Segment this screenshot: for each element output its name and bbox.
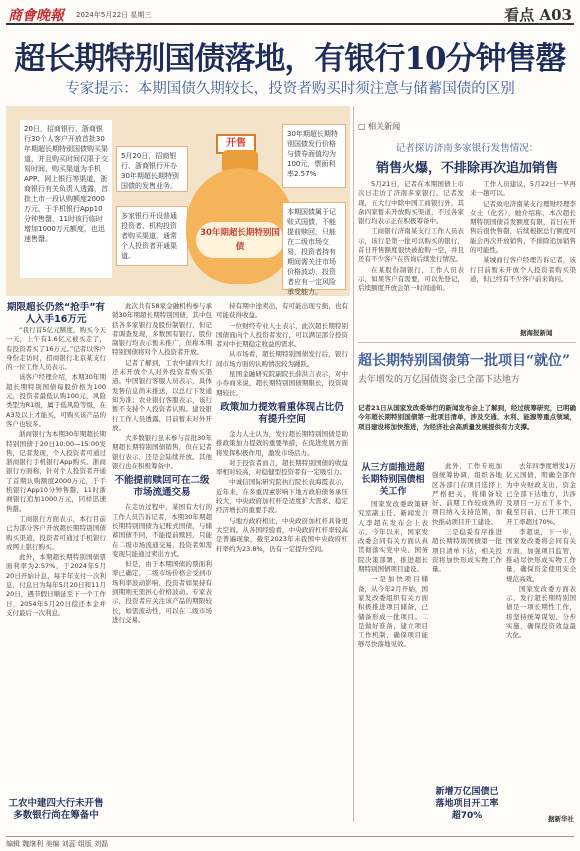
money-bag-illustration	[186, 134, 294, 284]
left-para: 该客户经理介绍，本期30年期超长期特别国债每股价格为100元，投资者最低认购100元，风险类型为R1级，属于低风险等级，在A3及以上才能买，可购买该产品的客户也较多。	[6, 373, 106, 428]
related-para: 某城商行客户经理告诉记者，该行目前暂未开放个人投资者购买渠道，但已经有不少客户前来询问。	[470, 256, 576, 283]
mid-heading: 不能提前赎回可在二级市场流通交易	[114, 475, 210, 499]
infographic-box-right2: 本期国债属于记账式国债，不能提前赎回，只能在二级市场交易，投资者持有期间需关注市场价格波动，投资者应有一定风险承受能力。	[282, 202, 346, 290]
mid2-para: 对于投资者而言，超长期特别国债的收益率相对较高，对稳健型投资者有一定吸引力。	[216, 458, 348, 477]
related-para: 5月21日，记者在本期国债上市次日走访了济南多家银行。记者发现，五大行中除中国工商银行外，其余四家暂未开放购买渠道，不过各家银行均表示正在积极筹备中。	[358, 180, 464, 226]
mid2-para: 持有期中途卖出，有可能出现亏损，也有可能获得收益。	[216, 302, 348, 320]
section2-credit: 据新华社	[548, 815, 574, 823]
section2-col1-heading: 从三方面推进超长期特别国债相关工作	[361, 463, 425, 497]
related-para: 工商银行济南某支行工作人员表示，该行是第一批可以购买的银行，首日开售额度很快被抢购一空，并且还有不少客户在咨询后续发行情况。	[358, 227, 464, 264]
mid-para: 大多数银行虽未参与首批30年期超长期特别国债销售，但在记者银行表示，还是会陆续开放。其他银行也在积极筹备中。	[112, 434, 212, 471]
infographic	[6, 106, 350, 296]
related-para: 记者致电济南某支行理财经理李女士（化名），她介绍称，本次超长期特别国债首发额度有限，首日在开售后很快售罄，后续根据总行额度可能会再次开放销售，不排除追加销售的可能性。	[470, 199, 576, 255]
section-label: 看点 A03	[504, 6, 572, 24]
section-rule	[358, 342, 576, 343]
mid2-para: 中诚信国际研究院执行院长袁海霞表示，近年来，在多重因素影响下地方政府债务承压较大，中央政府加杠杆是适度扩大需求、稳定经济增长的重要手段。	[216, 478, 348, 515]
main-subhead: 专家提示：本期国债久期较长，投资者购买时须注意与储蓄国债的区别	[65, 81, 515, 97]
section2-col2-heading: 新增万亿国债已落地项目开工率超70%	[435, 787, 499, 821]
section2-para: 三是稳妥有序推进超长期特别国债第一批项目清单下达，相关投资将加快形成实物工作量。	[432, 528, 502, 574]
mid-para: 记者了解到，工农中建四大行还未开放个人对外投资者购买渠道。中国银行客服人员表示，具体发售信息尚未推送，以总行下发通知为准；农业银行客服表示，该行暂不支持个人投资者认购。建设银行工作人员透露，目前暂未对外开放。	[112, 358, 212, 432]
infographic-box-mid2: 多家银行开设普通投资者、机构投资者购买渠道，通常个人投资者开通渠道。	[116, 206, 188, 266]
issue-date: 2024年5月22日 星期三	[76, 11, 152, 19]
newspaper-logo: 商會晚報	[8, 8, 64, 24]
left-heading: 期限超长仍然“抢手”有人入手16万元	[7, 302, 105, 325]
mid-para: 但是，由于本期国债的票面利率已确定，二级市场价格会受到市场利率波动影响，投资者如果持有到期则无需担心价格波动。专家表示，投资者应关注该产品的期限较长，如需流动性，可以在二级市场进行交易。	[112, 560, 212, 624]
page-footer: 编辑 魏继利 美编 刘蕊 组版 刘磊	[6, 836, 574, 848]
related-col-1	[358, 180, 464, 336]
section2-para: 此外，工作专班加强统筹协调，组织各地区各部门在项目选择上严格把关，将储备较好、前期工作较成熟的项目纳入支持范围，加快推动项目开工建设。	[432, 462, 502, 526]
related-col-2	[470, 180, 576, 326]
section2-col-3	[506, 462, 576, 812]
mid2-para: 与地方政府相比，中央政府加杠杆具备更大空间。从各国经验看，中央政府杠杆率较高是普遍现象，截至2023年末我国中央政府杠杆率约为23.8%，仍有一定提升空间。	[216, 516, 348, 553]
mid-para: 在走访过程中，某国有大行的工作人员告诉记者，本期30年期超长期特别国债为记账式国债，与储蓄国债不同，不能提前赎回，只能在二级市场流通交易，投资者如需变现只能通过卖出方式。	[112, 503, 212, 558]
related-kicker: 记者探访济南多家银行发售情况：	[395, 143, 539, 154]
related-para: 工作人员建议，5月22日一早再来一趟可以。	[470, 180, 576, 198]
section2-para: 国家发改委方面表示，发行超长期特别国债是一项长期性工作，将坚持统筹谋划、分步实施，确保投资效益最大化。	[506, 584, 576, 640]
related-news-tag: ▢ 相关新闻	[358, 122, 401, 131]
mid2-para: 金力人士认为，发行超长期特别国债是助推政策加力提效的重要举措，在促进发展方面将发挥积极作用，激发市场活力。	[216, 429, 348, 457]
column-divider	[353, 106, 354, 822]
mid2-para: 一位财经专业人士表示，此次超长期特别国债面向个人投资者发行，可以满足部分投资者对中长期稳定收益的需求。	[216, 321, 348, 349]
left-para: “我行首5亿元额度，购买今天一天，上午有1.6亿元被买走了，有投资者买了16万元。”记者以客户身份走访时，招商银行北京某支行的一位工作人员表示。	[6, 326, 106, 372]
page-header	[6, 3, 574, 25]
middle-column	[112, 302, 212, 822]
infographic-box-left: 20日，招商银行、浙商银行30个人客户开放首批30年期超长期特别国债购买渠道，并且购买时间仅限于交易时间，购买渠道为手机APP、网上银行等渠道，浙商银行有关负责人透露，首批上市一段认购额度2000万元，于手机银行App10分钟售罄，11时该行临时增加1000万元额度，也迅速售罄。	[20, 120, 112, 278]
mid-para: 此次共有58家金融机构参与承销30年期超长期特别国债，其中包括各多家银行及股份制银行，但记者调查发现，多数国有银行、股份制银行均表示暂未推广，但称本期特别国债将对个人投资者开放。	[112, 302, 212, 357]
mid2-para: 星图金融研究院副院长薛洪言表示，对中小券商来说，超长期特别国债期限长，投资周期较长。	[216, 370, 348, 397]
section2-para: 去年四季度增发1万亿元国债，明确全部作为中央财政支出，资金已全部下达地方，共涉及项目一万五千多个，截至目前，已开工项目开工率超过70%。	[506, 462, 576, 526]
left-heading-2: 工农中建四大行未开售多数银行尚在筹备中	[8, 798, 104, 821]
main-headline: 超长期特别国债落地，有银行10分钟售罄	[14, 41, 566, 77]
section2-col-1	[358, 500, 428, 820]
infographic-box-right: 30年期超长期特别国债发行价格与债券面值均为100元，票面利率2.57%	[282, 124, 346, 188]
left-para: 此外，本期超长期特别国债票面利率为2.57%，于2024年5月20日开始计息，每半年支付一次利息，付息日为每年5月20日和11月20日，遇节假日顺延至下一个工作日，2054年5月20日偿还本金并支付最后一次利息。	[6, 553, 106, 617]
section2-subhead: 去年增发的万亿国债资金已全部下达地方	[358, 375, 521, 385]
left-para: 工商银行方面表示，本行目前已为部分客户开放超长期特别国债购买渠道，投资者可通过手机银行或网上银行购买。	[6, 514, 106, 551]
related-credit: 据海报新闻	[520, 329, 553, 337]
on-sale-sign: 开售	[216, 134, 256, 154]
section2-col-2	[432, 462, 502, 782]
section2-para: 国家发改委政策研究室副主任、新闻发言人李超在发布会上表示，今年以来，国家发改委会同有关方面认真贯彻落实党中央、国务院决策部署，推进超长期特别国债项目建设。	[358, 500, 428, 574]
section2-lead: 记者21日从国家发改委举行的新闻发布会上了解到，经过统筹研究，已明确今年超长期特别国债第一批项目清单，涉及交通、水利、能源等重点领域，项目建设将加快推进，为经济社会高质量发展提供有力支撑。	[358, 404, 576, 431]
section2-para: 李超说，下一步，国家发改委将会同有关方面，加强项目监管，推动尽快形成实物工作量，确保资金使用安全规范高效。	[506, 528, 576, 583]
middle2-column	[216, 302, 348, 822]
infographic-box-mid: 5月20日，招商银行、浙商银行开办30年期超长期特别国债的发售业务。	[116, 146, 188, 192]
bag-label: 30年期超长期特别国债	[196, 222, 284, 258]
related-para: 在某股份制银行，工作人员表示，如果客户有需要，可以先登记，后续额度开放会第一时间通知。	[358, 265, 464, 293]
section2-headline: 超长期特别国债第一批项目“就位”	[358, 353, 571, 369]
mid2-para: 从市场看，超长期特别国债发行后，银行间市场方面的认购情况较为踊跃。	[216, 350, 348, 368]
section2-para: 一是加快项目储备，从今年2月开始，国家发改委组织有关方面积极推进项目储备，已储备形成一批项目。二是做好准备，建立项目工作机制，确保项目能够尽快落地见效。	[358, 575, 428, 649]
left-column	[6, 302, 106, 822]
mid2-heading: 政策加力提效看重体现占比仍有提升空间	[220, 401, 344, 425]
left-para: 浙商银行为本期30年期超长期特别国债于20日10:00—15:00发售，记者发现，个人投资者可通过浙商银行手机银行App购买。浙商银行方面称，针对个人投资者开通了首期认购额度2000万元，于手机银行App10分钟售罄，11时浙商银行追加1000万元，同样迅速售罄。	[6, 430, 106, 513]
related-title: 销售火爆，不排除再次追加销售	[375, 161, 558, 176]
